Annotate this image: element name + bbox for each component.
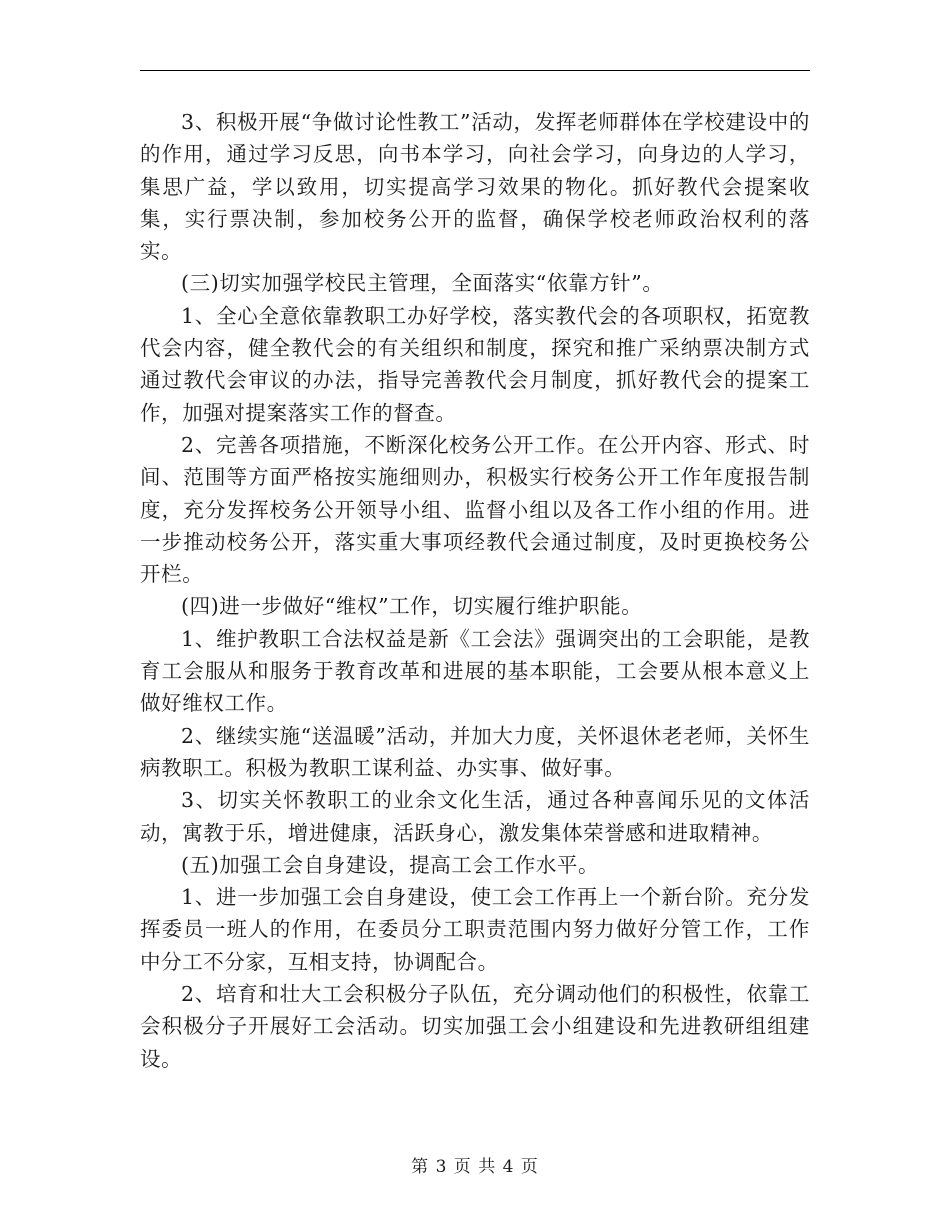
paragraph: 3、积极开展“争做讨论性教工”活动，发挥老师群体在学校建设中的的作用，通过学习反思，向书本学习，向社会学习，向身边的人学习，集思广益，学以致用，切实提高学习效果的物化。抓好教代会提案收集，实行票决制，参加校务公开的监督，确保学校老师政治权利的落实。 bbox=[140, 110, 810, 264]
paragraph: 1、进一步加强工会自身建设，使工会工作再上一个新台阶。充分发挥委员一班人的作用，在委员分工职责范围内努力做好分管工作，工作中分工不分家，互相支持，协调配合。 bbox=[140, 885, 810, 974]
paragraph: 3、切实关怀教职工的业余文化生活，通过各种喜闻乐见的文体活动，寓教于乐，增进健康，活跃身心，激发集体荣誉感和进取精神。 bbox=[140, 788, 810, 845]
footer-suffix: 页 bbox=[520, 1157, 539, 1177]
footer-total-pages: 4 bbox=[502, 1157, 515, 1177]
footer-prefix: 第 bbox=[411, 1157, 430, 1177]
paragraph: 1、全心全意依靠教职工办好学校，落实教代会的各项职权，拓宽教代会内容，健全教代会的有关组织和制度，探究和推广采纳票决制方式通过教代会审议的办法，指导完善教代会月制度，抓好教代会的提案工作，加强对提案落实工作的督查。 bbox=[140, 303, 810, 425]
paragraph: 2、继续实施“送温暖”活动，并加大力度，关怀退休老老师，关怀生病教职工。积极为教职工谋利益、办实事、做好事。 bbox=[140, 723, 810, 780]
document-body bbox=[140, 106, 810, 1075]
section-heading: (四)进一步做好“维权”工作，切实履行维护职能。 bbox=[181, 594, 643, 619]
section-heading: (五)加强工会自身建设，提高工会工作水平。 bbox=[181, 852, 600, 877]
footer-mid: 页 共 bbox=[453, 1157, 497, 1177]
section-heading: (三)切实加强学校民主管理，全面落实“依靠方针”。 bbox=[181, 271, 664, 296]
page-footer bbox=[0, 1152, 950, 1177]
paragraph: 2、培育和壮大工会积极分子队伍，充分调动他们的积极性，依靠工会积极分子开展好工会活动。切实加强工会小组建设和先进教研组组建设。 bbox=[140, 982, 810, 1071]
paragraph: 1、维护教职工合法权益是新《工会法》强调突出的工会职能，是教育工会服从和服务于教育改革和进展的基本职能，工会要从根本意义上做好维权工作。 bbox=[140, 626, 810, 716]
header-rule bbox=[140, 70, 810, 71]
paragraph: 2、完善各项措施，不断深化校务公开工作。在公开内容、形式、时间、范围等方面严格按实施细则办，积极实行校务公开工作年度报告制度，充分发挥校务公开领导小组、监督小组以及各工作小组的作用。进一步推动校务公开，落实重大事项经教代会通过制度，及时更换校务公开栏。 bbox=[140, 432, 810, 587]
footer-current-page: 3 bbox=[435, 1157, 448, 1177]
